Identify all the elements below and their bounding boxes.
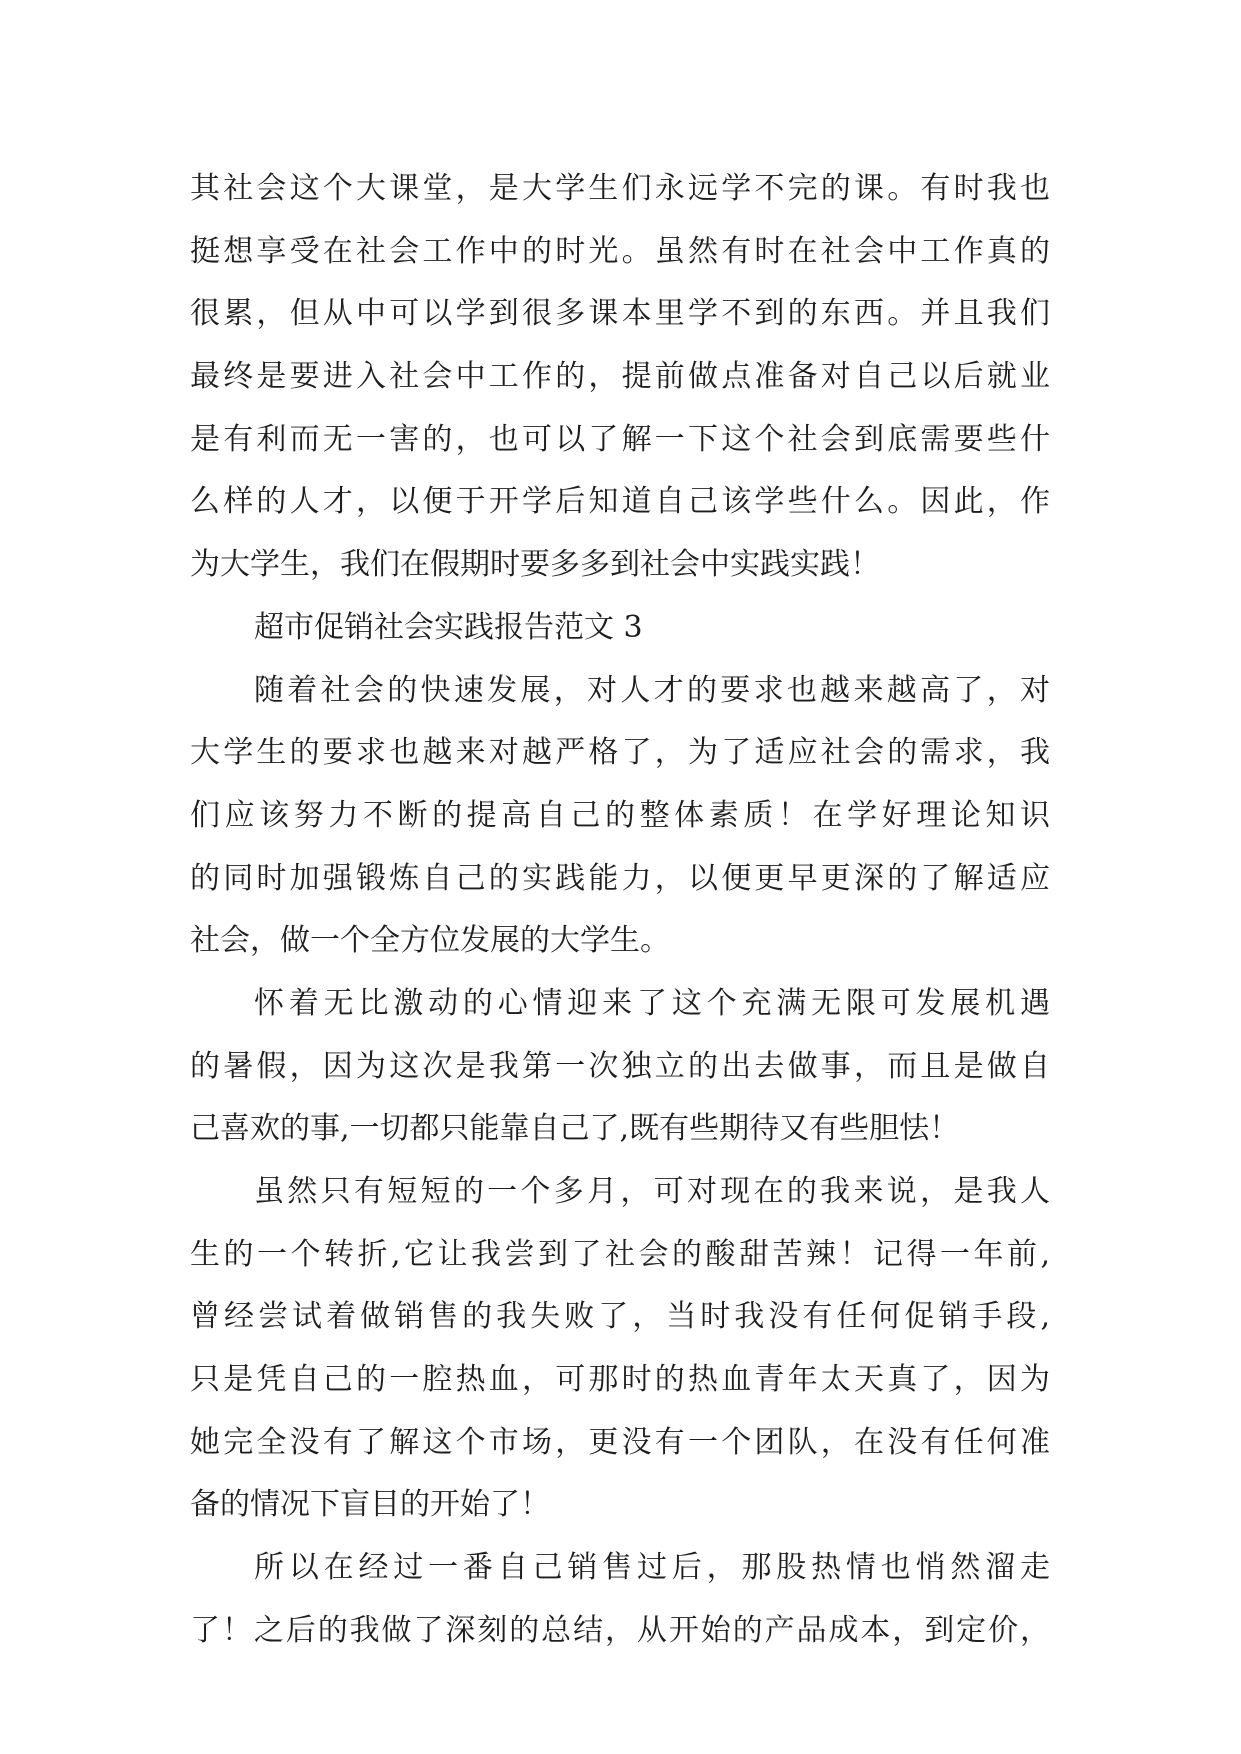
text-line: 了！之后的我做了深刻的总结，从开始的产品成本，到定价， — [190, 1612, 1050, 1648]
document-body — [190, 158, 1050, 1663]
text-line: 的同时加强锻炼自己的实践能力，以便更早更深的了解适应 — [190, 860, 1050, 896]
text-line: 她完全没有了解这个市场，更没有一个团队，在没有任何准 — [190, 1424, 1050, 1460]
paragraph-first-line: 怀着无比激动的心情迎来了这个充满无限可发展机遇 — [254, 985, 1050, 1021]
paragraph-first-line: 所以在经过一番自己销售过后，那股热情也悄然溜走 — [254, 1550, 1050, 1586]
text-line: 为大学生，我们在假期时要多多到社会中实践实践！ — [190, 547, 880, 583]
text-line: 生的一个转折,它让我尝到了社会的酸甜苦辣！记得一年前, — [190, 1236, 1050, 1272]
text-line: 的暑假，因为这次是我第一次独立的出去做事，而且是做自 — [190, 1048, 1050, 1084]
text-line: 社会，做一个全方位发展的大学生。 — [190, 923, 670, 959]
text-line: 大学生的要求也越来对越严格了，为了适应社会的需求，我 — [190, 735, 1050, 771]
text-line: 挺想享受在社会工作中的时光。虽然有时在社会中工作真的 — [190, 233, 1050, 269]
text-line: 其社会这个大课堂，是大学生们永远学不完的课。有时我也 — [190, 171, 1050, 206]
text-line: 么样的人才，以便于开学后知道自己该学些什么。因此，作 — [190, 484, 1050, 520]
paragraph-first-line: 虽然只有短短的一个多月，可对现在的我来说，是我人 — [254, 1174, 1050, 1209]
text-line: 们应该努力不断的提高自己的整体素质！在学好理论知识 — [190, 797, 1050, 833]
text-line: 最终是要进入社会中工作的，提前做点准备对自己以后就业 — [190, 359, 1050, 395]
paragraph-first-line: 随着社会的快速发展，对人才的要求也越来越高了，对 — [254, 672, 1050, 708]
text-line: 是有利而无一害的，也可以了解一下这个社会到底需要些什 — [190, 421, 1050, 457]
text-line: 己喜欢的事,一切都只能靠自己了,既有些期待又有些胆怯！ — [190, 1111, 960, 1147]
text-line: 只是凭自己的一腔热血，可那时的热血青年太天真了，因为 — [190, 1362, 1050, 1398]
text-line: 很累，但从中可以学到很多课本里学不到的东西。并且我们 — [190, 296, 1050, 332]
text-line: 曾经尝试着做销售的我失败了，当时我没有任何促销手段, — [190, 1299, 1050, 1335]
paragraph-first-line: 超市促销社会实践报告范文 3 — [254, 609, 643, 645]
text-line: 备的情况下盲目的开始了！ — [190, 1487, 550, 1523]
